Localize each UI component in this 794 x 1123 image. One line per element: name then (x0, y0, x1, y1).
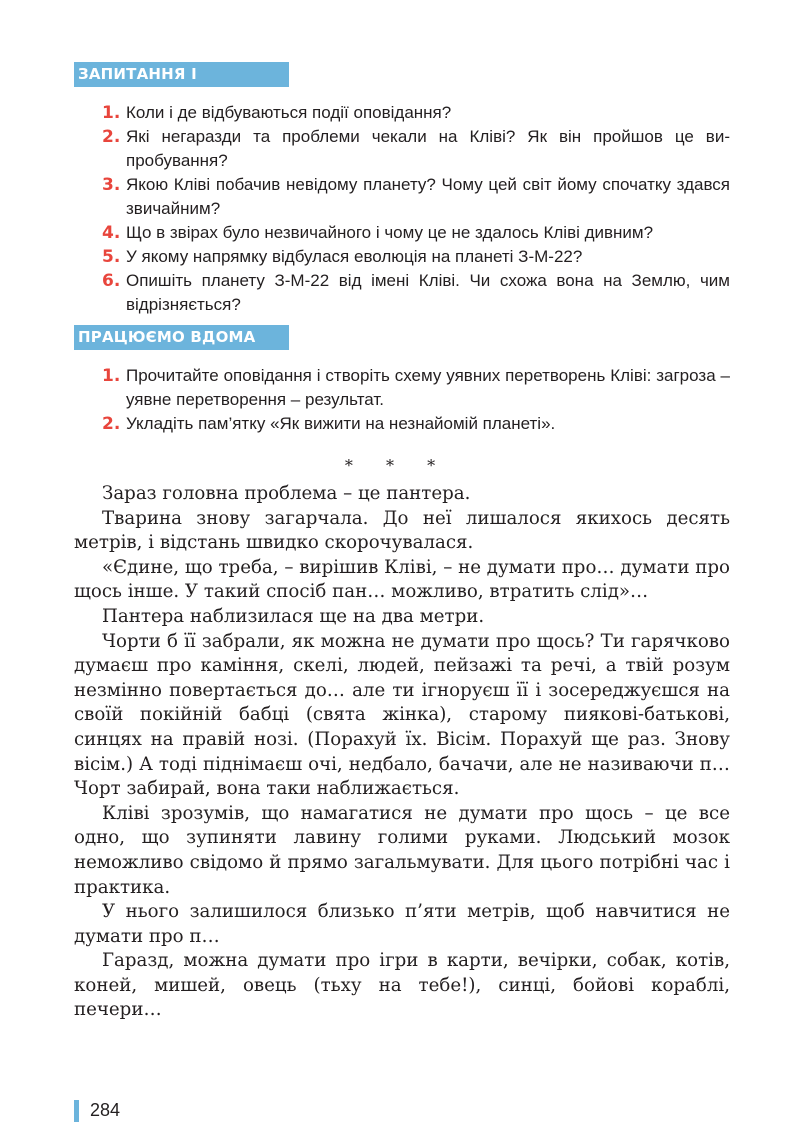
question-number: 3. (102, 175, 121, 195)
story-text (74, 482, 730, 1023)
question-text: Які негаразди та проблеми чекали на Кліві? Як він пройшов це випробування? (126, 127, 730, 170)
question-text: Якою Кліві побачив невідому планету? Чому цей світ йому спочатку здався звичайним? (126, 175, 730, 218)
questions-header: ЗАПИТАННЯ І ЗАВДАННЯ (74, 62, 289, 87)
question-item (102, 245, 730, 269)
homework-number: 2. (102, 414, 121, 434)
question-text: У якому напрямку відбулася еволюція на планеті З-М-22? (126, 247, 583, 266)
question-number: 1. (102, 103, 121, 123)
page-accent-bar (74, 1100, 79, 1122)
story-paragraph: Зараз головна проблема – це пантера. (102, 483, 471, 504)
story-paragraph: У нього залишилося близько п’яти метрів, щоб навчитися не думати про п… (74, 901, 730, 947)
story-paragraph: Тварина знову загарчала. До неї лишалося якихось десять метрів, і відстань швидко скорочувалася. (74, 507, 730, 554)
question-item (102, 173, 730, 221)
questions-list (102, 101, 730, 317)
question-text: Що в звірах було незвичайного і чому це не здалось Кліві дивним? (126, 223, 654, 242)
story-paragraph: Гаразд, можна думати про ігри в карти, вечірки, собак, котів, коней, мишей, овець (тьху на тебе!), синці, бойові кораблі, печери… (74, 950, 730, 1021)
question-item (102, 125, 730, 173)
story-paragraph: Пантера наблизилася ще на два метри. (102, 605, 485, 627)
question-number: 2. (102, 127, 121, 147)
homework-number: 1. (102, 366, 121, 386)
homework-list (102, 364, 730, 436)
homework-item (102, 412, 730, 436)
homework-text: Укладіть пам’ятку «Як вижити на незнайомій планеті». (126, 414, 556, 433)
homework-text: Прочитайте оповідання і створіть схему уявних перетворень Кліві: загроза – уявне перетворення – результат. (126, 366, 730, 409)
question-item (102, 101, 730, 125)
question-text: Коли і де відбуваються події оповідання? (126, 103, 452, 122)
page-number: 284 (90, 1100, 121, 1120)
section-separator: * * * (344, 456, 450, 475)
question-number: 5. (102, 247, 121, 267)
question-item (102, 269, 730, 317)
question-number: 6. (102, 271, 121, 291)
story-paragraph: Чорти б її забрали, як можна не думати про щось? Ти гарячково думаєш про каміння, скелі, людей, пейзажі та речі, а твій розум незмінно повертається до… але ти ігноруєш її і зосереджуєшся на своїй покійній бабці (свята жінка), старому пиякові-батькові, синцях на правій нозі. (Порахуй їх. Вісім. Порахуй ще раз. Знову вісім.) А тоді піднімаєш очі, недбало, бачачи, але не називаючи п… Чорт забирай, вона таки наближається. (74, 630, 730, 800)
story-paragraph: «Єдине, що треба, – вирішив Кліві, – не думати про… думати про щось інше. У такий спосіб пан… можливо, втратить слід»… (74, 556, 730, 603)
homework-item (102, 364, 730, 412)
question-number: 4. (102, 223, 121, 243)
question-item (102, 221, 730, 245)
question-text: Опишіть планету З-М-22 від імені Кліві. Чи схожа вона на Землю, чим відрізняється? (126, 271, 730, 314)
story-paragraph: Кліві зрозумів, що намагатися не думати про щось – це все одно, що зупиняти лавину голими руками. Людський мозок неможливо свідомо й прямо загальмувати. Для цього потрібні час і практика. (74, 802, 730, 898)
homework-header: ПРАЦЮЄМО ВДОМА (74, 325, 289, 350)
